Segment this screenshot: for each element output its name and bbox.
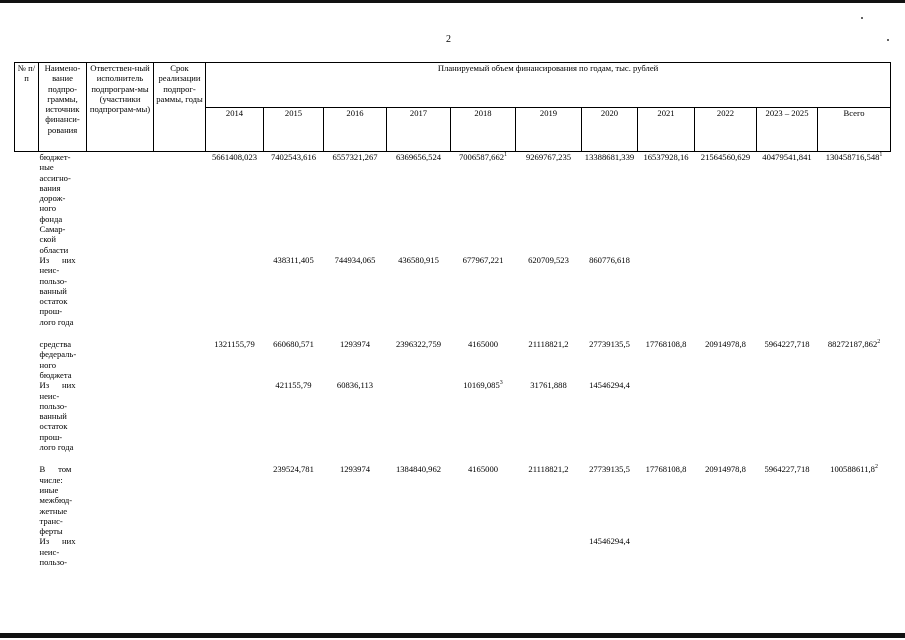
value-text: 744934,065: [334, 254, 376, 265]
row-label-line: Из них: [39, 254, 76, 265]
value-text: 620709,523: [528, 254, 569, 265]
value-text: 7006587,662: [458, 152, 505, 162]
value-text: 1293974: [339, 339, 371, 350]
value-cell: [818, 255, 891, 327]
value-text: 21564560,629: [700, 152, 751, 162]
row-label-line: фонда: [39, 213, 63, 224]
row-label-line: иные: [39, 484, 59, 495]
value-text: 27739135,5: [589, 339, 630, 350]
value-cell: [582, 152, 638, 255]
footnote-mark: 2: [874, 464, 878, 471]
value-cell: [387, 152, 451, 255]
row-label-line: ской: [39, 234, 56, 245]
table-row: [15, 339, 891, 380]
value-cell: [695, 380, 757, 452]
value-cell: [757, 380, 818, 452]
row-label-line: ного: [39, 359, 57, 370]
value-cell: [516, 536, 582, 567]
row-label-line: транс-: [39, 515, 63, 526]
header-num: № п/п: [15, 63, 39, 152]
row-label-line: дорож-: [39, 193, 66, 204]
value-text: 4165000: [467, 464, 499, 475]
row-label-line: области: [39, 244, 69, 255]
row-label-line: неис-: [39, 546, 60, 557]
footnote-mark: 1: [504, 152, 508, 159]
row-label-line: ферты: [39, 526, 63, 537]
cell-num: [15, 536, 39, 567]
row-label-line: федераль-: [39, 349, 77, 360]
row-label-line: вания: [39, 182, 61, 193]
page-number: 2: [446, 34, 451, 45]
row-label-line: прош-: [39, 306, 63, 317]
header-year: 2022: [695, 107, 757, 152]
cell-num: [15, 464, 39, 536]
value-cell: [516, 255, 582, 327]
value-cell: [757, 339, 818, 380]
header-year: 2014: [206, 107, 264, 152]
table-row: [15, 380, 891, 452]
cell-num: [15, 339, 39, 380]
row-spacer: [15, 452, 891, 464]
value-text: 40479541,841: [762, 152, 812, 162]
value-text: 1321155,79: [214, 339, 255, 350]
row-label-line: пользо-: [39, 556, 67, 567]
value-cell: [206, 339, 264, 380]
value-text: 31761,888: [530, 380, 567, 391]
value-cell: [387, 464, 451, 536]
value-cell: [695, 255, 757, 327]
value-cell: [451, 464, 516, 536]
value-text: 10169,085: [463, 380, 500, 391]
value-cell: [206, 380, 264, 452]
bottom-border-line: [0, 633, 905, 638]
value-cell: [451, 380, 516, 452]
value-cell: [582, 464, 638, 536]
value-cell: [264, 339, 324, 380]
value-cell: [638, 536, 695, 567]
row-label: [39, 464, 206, 536]
value-cell: [324, 464, 387, 536]
header-total: Всего: [818, 107, 891, 152]
value-cell: [638, 255, 695, 327]
value-text: 1384840,962: [395, 464, 442, 475]
header-year: 2020: [582, 107, 638, 152]
value-cell: [264, 464, 324, 536]
row-label-line: пользо-: [39, 400, 67, 411]
value-cell: [638, 339, 695, 380]
value-text: 130458716,548: [825, 152, 880, 162]
value-cell: [324, 536, 387, 567]
row-label-line: пользо-: [39, 275, 67, 286]
value-cell: [638, 464, 695, 536]
value-cell: [818, 536, 891, 567]
header-year: 2018: [451, 107, 516, 152]
value-text: 438311,405: [273, 254, 314, 265]
row-label-line: межбюд-: [39, 495, 73, 506]
scan-speck: [861, 17, 863, 19]
row-label-line: Самар-: [39, 224, 66, 235]
value-text: 60836,113: [336, 380, 374, 391]
value-cell: [818, 152, 891, 255]
row-label: [39, 536, 206, 567]
value-text: 21118821,2: [528, 339, 569, 350]
row-label-line: жетные: [39, 505, 68, 516]
value-cell: [264, 380, 324, 452]
value-text: 7402543,616: [270, 152, 317, 162]
row-label-line: ванный: [39, 411, 67, 422]
row-label-line: ные: [39, 162, 54, 173]
value-cell: [582, 255, 638, 327]
value-text: 4165000: [467, 339, 499, 350]
value-text: 5661408,023: [211, 152, 258, 162]
header-year: 2023 – 2025: [757, 107, 818, 152]
value-cell: [206, 152, 264, 255]
value-cell: [638, 152, 695, 255]
value-cell: [516, 152, 582, 255]
row-label-line: числе:: [39, 474, 63, 485]
value-cell: [757, 255, 818, 327]
row-label-line: ванный: [39, 285, 67, 296]
table-row: [15, 464, 891, 536]
value-text: 9269767,235: [525, 152, 572, 162]
row-label: [39, 380, 206, 452]
value-cell: [324, 380, 387, 452]
value-text: 5964227,718: [764, 464, 810, 475]
value-text: 14546294,4: [589, 380, 630, 391]
header-term: Срок реализации подпрог-раммы, годы: [154, 63, 206, 152]
value-cell: [582, 536, 638, 567]
value-text: 20914978,8: [705, 339, 746, 350]
row-label-line: ассигно-: [39, 172, 71, 183]
value-cell: [206, 536, 264, 567]
table-body: [15, 152, 891, 568]
cell-num: [15, 255, 39, 327]
value-cell: [451, 536, 516, 567]
value-cell: [324, 255, 387, 327]
value-cell: [264, 255, 324, 327]
value-cell: [324, 339, 387, 380]
footnote-mark: 2: [877, 339, 881, 346]
row-label-line: прош-: [39, 431, 63, 442]
value-cell: [264, 152, 324, 255]
top-border-line: [0, 0, 905, 3]
row-label-line: средства: [39, 339, 72, 350]
value-text: 16537928,16: [643, 152, 689, 162]
value-cell: [516, 339, 582, 380]
row-label: [39, 255, 206, 327]
value-cell: [516, 380, 582, 452]
header-planned-financing: Планируемый объем финансирования по годам, тыс. рублей: [206, 63, 891, 108]
row-label-line: остаток: [39, 296, 68, 307]
value-text: 677967,221: [462, 254, 504, 265]
value-text: 421155,79: [275, 380, 312, 391]
header-year: 2017: [387, 107, 451, 152]
value-cell: [206, 255, 264, 327]
row-label-line: неис-: [39, 390, 60, 401]
header-responsible: Ответствен-ный исполнитель подпрограм-мы (участники подпрограм-мы): [87, 63, 154, 152]
value-cell: [695, 536, 757, 567]
footnote-mark: 3: [499, 380, 503, 387]
value-cell: [387, 255, 451, 327]
header-year: 2015: [264, 107, 324, 152]
row-label-line: В том: [39, 464, 72, 475]
cell-num: [15, 380, 39, 452]
footnote-mark: 1: [879, 152, 883, 159]
value-text: 2396322,759: [395, 339, 442, 350]
value-text: 6369656,524: [395, 152, 442, 162]
value-text: 14546294,4: [589, 536, 630, 547]
value-cell: [206, 464, 264, 536]
row-label: [39, 152, 206, 255]
value-text: 21118821,2: [528, 464, 569, 475]
value-cell: [324, 152, 387, 255]
value-cell: [387, 339, 451, 380]
value-cell: [818, 380, 891, 452]
table-row: [15, 255, 891, 327]
value-text: 17768108,8: [645, 464, 687, 475]
row-spacer: [15, 327, 891, 339]
value-cell: [695, 339, 757, 380]
row-label-line: остаток: [39, 421, 68, 432]
row-label-line: бюджет-: [39, 152, 71, 162]
value-cell: [818, 464, 891, 536]
header-year: 2019: [516, 107, 582, 152]
value-text: 860776,618: [589, 254, 630, 265]
table-row: [15, 536, 891, 567]
value-cell: [582, 380, 638, 452]
value-text: 6557321,267: [332, 152, 378, 162]
value-text: 660680,571: [273, 339, 314, 350]
value-text: 100588611,8: [830, 464, 875, 475]
value-text: 17768108,8: [645, 339, 687, 350]
value-cell: [387, 380, 451, 452]
header-name: Наимено-вание подпро-граммы, источник финанси-рования: [39, 63, 87, 152]
header-year: 2021: [638, 107, 695, 152]
value-text: 436580,915: [398, 254, 439, 265]
row-label-line: Из них: [39, 536, 76, 547]
row-label-line: неис-: [39, 265, 60, 276]
value-cell: [757, 464, 818, 536]
value-text: 13388681,339: [584, 152, 635, 162]
value-cell: [451, 152, 516, 255]
value-text: 88272187,862: [827, 339, 878, 350]
value-cell: [387, 536, 451, 567]
row-label-line: Из них: [39, 380, 76, 391]
value-cell: [451, 255, 516, 327]
value-cell: [818, 339, 891, 380]
value-cell: [516, 464, 582, 536]
row-label-line: ного: [39, 203, 57, 214]
header-year: 2016: [324, 107, 387, 152]
scan-speck: [887, 39, 889, 41]
value-cell: [638, 380, 695, 452]
table-row: [15, 152, 891, 255]
value-text: 5964227,718: [764, 339, 810, 350]
value-text: 20914978,8: [705, 464, 746, 475]
value-cell: [264, 536, 324, 567]
cell-num: [15, 152, 39, 255]
value-cell: [582, 339, 638, 380]
value-cell: [757, 536, 818, 567]
row-label-line: лого года: [39, 442, 74, 453]
financing-table: [14, 62, 891, 567]
row-label-line: лого года: [39, 316, 74, 327]
value-cell: [757, 152, 818, 255]
value-cell: [695, 152, 757, 255]
value-cell: [451, 339, 516, 380]
value-text: 239524,781: [273, 464, 314, 475]
value-text: 27739135,5: [589, 464, 630, 475]
value-text: 1293974: [339, 464, 371, 475]
row-label: [39, 339, 206, 380]
value-cell: [695, 464, 757, 536]
row-label-line: бюджета: [39, 369, 72, 380]
